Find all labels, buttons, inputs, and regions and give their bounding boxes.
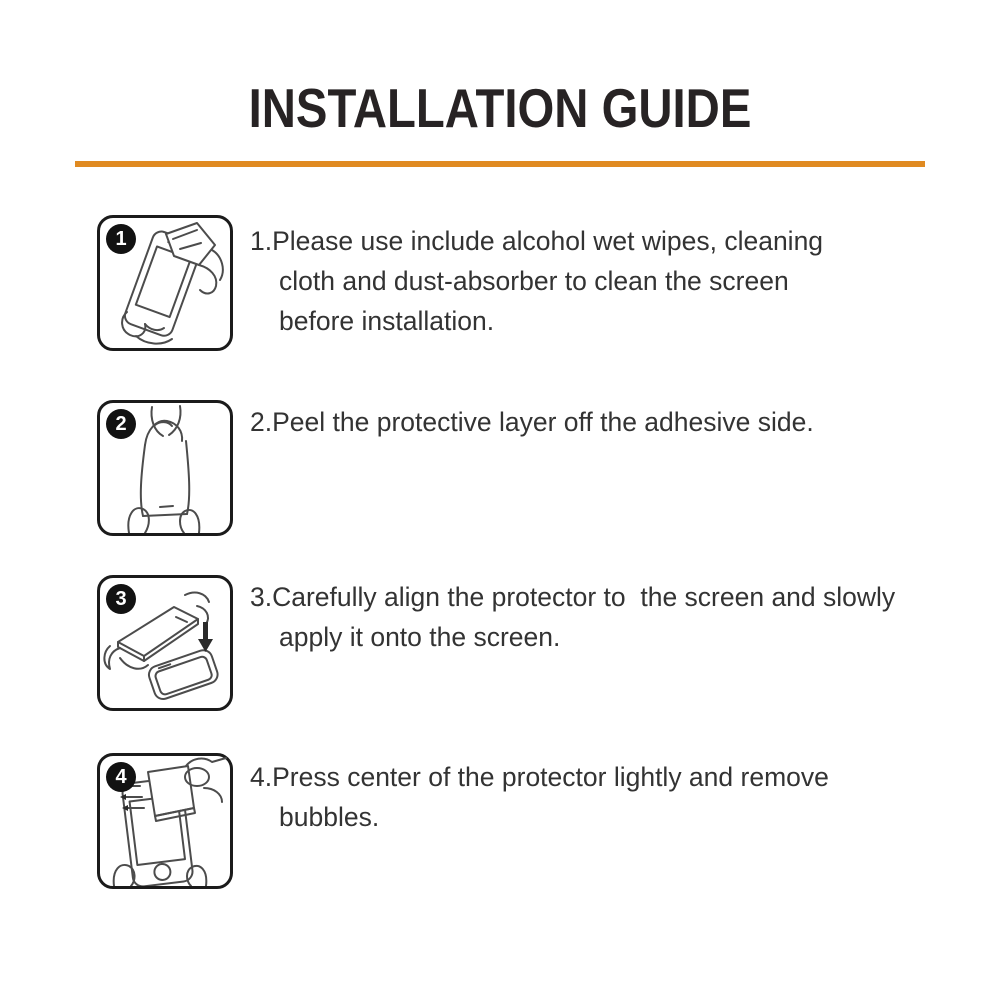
step1-line2: cloth and dust-absorber to clean the screen bbox=[279, 266, 789, 296]
orange-divider bbox=[75, 161, 925, 167]
step2-number-badge: 2 bbox=[106, 409, 136, 439]
step3-text bbox=[250, 577, 895, 657]
step1-line1: 1.Please use include alcohol wet wipes, cleaning bbox=[250, 226, 824, 256]
step4-line1: 4.Press center of the protector lightly and remove bbox=[250, 762, 829, 792]
step3-icon-box bbox=[97, 575, 233, 711]
step4-line2: bubbles. bbox=[279, 802, 380, 832]
step3-line1: 3.Carefully align the protector to the screen and slowly bbox=[250, 582, 896, 612]
step2-text bbox=[250, 402, 814, 442]
step1-line3: before installation. bbox=[279, 306, 495, 336]
step1-number-badge: 1 bbox=[106, 224, 136, 254]
step3-number-badge: 3 bbox=[106, 584, 136, 614]
page-title: INSTALLATION GUIDE bbox=[248, 77, 752, 139]
step2-icon-box bbox=[97, 400, 233, 536]
step4-text bbox=[250, 757, 829, 837]
step1-text bbox=[250, 221, 823, 341]
step4-number-badge: 4 bbox=[106, 762, 136, 792]
step2-line1: 2.Peel the protective layer off the adhesive side. bbox=[250, 407, 814, 437]
step3-line2: apply it onto the screen. bbox=[279, 622, 561, 652]
step1-icon-box bbox=[97, 215, 233, 351]
step4-icon-box bbox=[97, 753, 233, 889]
